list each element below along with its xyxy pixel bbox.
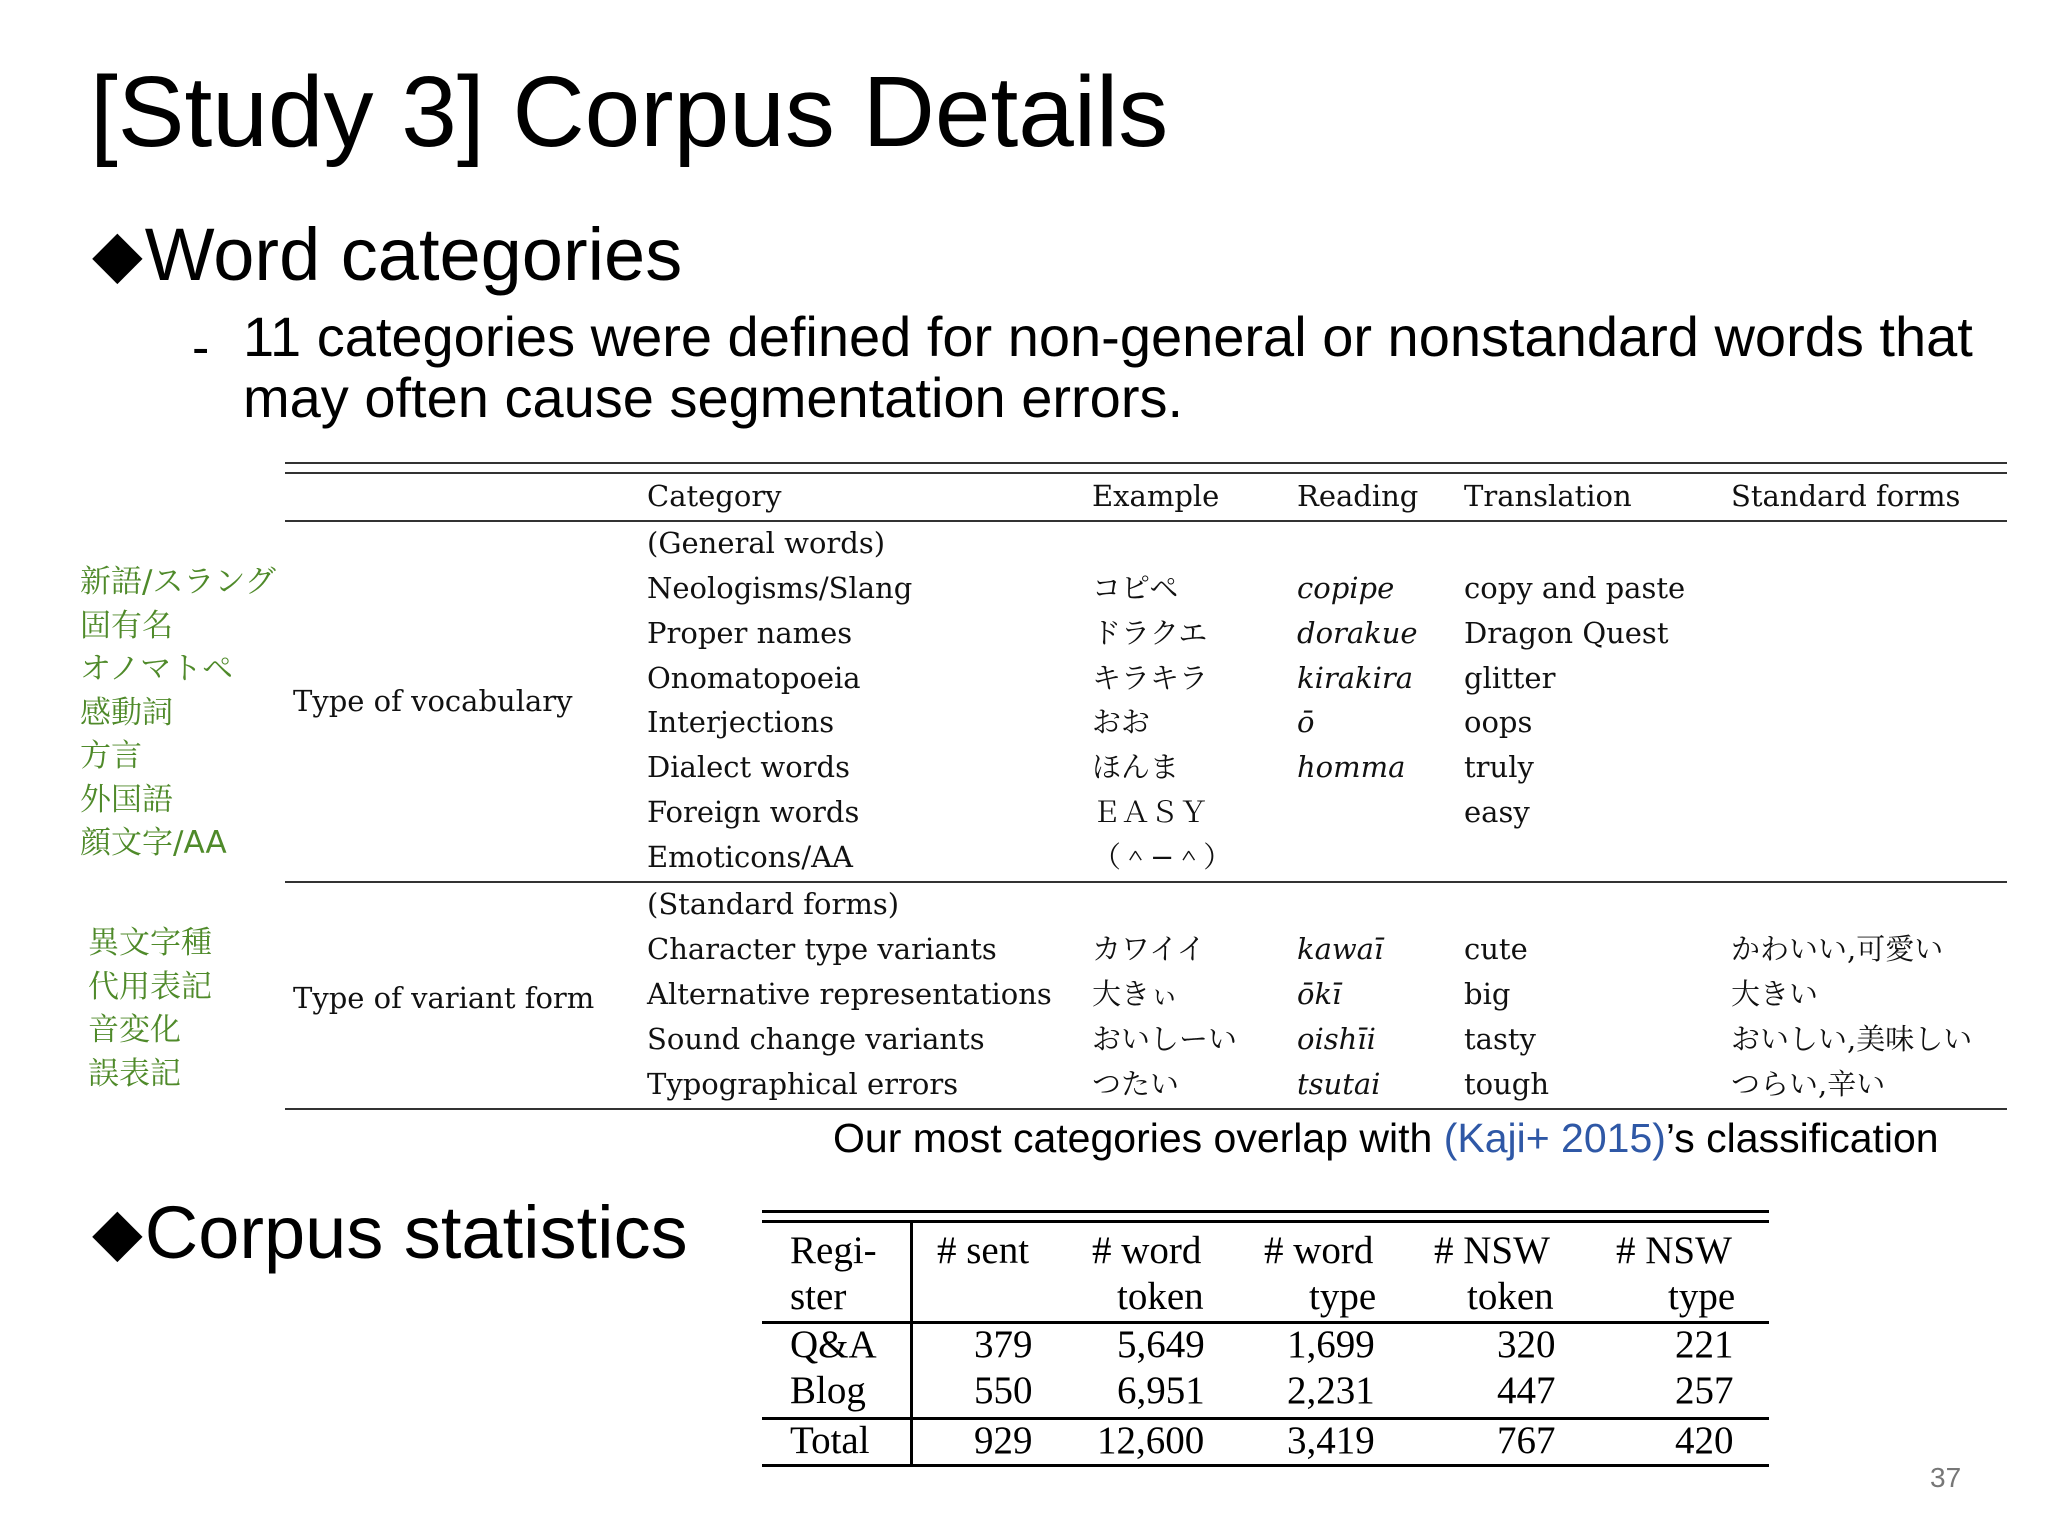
row-translation: cute bbox=[1464, 932, 1528, 966]
bullet-text: 11 categories were defined for non-general or nonstandard words that may often cause segmentation errors. bbox=[243, 305, 1973, 429]
row-register: Blog bbox=[790, 1369, 866, 1412]
header-translation: Translation bbox=[1464, 479, 1632, 513]
japanese-labels-variant bbox=[88, 922, 212, 1096]
header-word-type: # word bbox=[1264, 1229, 1374, 1272]
jp-label: 代用表記 bbox=[88, 968, 212, 1005]
header-word-token: # word bbox=[1092, 1229, 1202, 1272]
jp-label: 異文字種 bbox=[88, 925, 212, 961]
row-category: Character type variants bbox=[647, 932, 997, 966]
row-translation: Dragon Quest bbox=[1464, 616, 1669, 650]
table-top-rule bbox=[285, 462, 2007, 464]
jp-label: 誤表記 bbox=[88, 1055, 181, 1092]
header-rule bbox=[285, 520, 2007, 522]
row-category: Alternative representations bbox=[647, 977, 1052, 1011]
header-example: Example bbox=[1092, 479, 1220, 513]
header-reading: Reading bbox=[1297, 479, 1419, 513]
table-bottom-rule bbox=[285, 1108, 2007, 1110]
jp-label: 顔文字/AA bbox=[80, 825, 227, 861]
japanese-labels-vocabulary bbox=[80, 561, 276, 866]
row-category: Sound change variants bbox=[647, 1022, 985, 1056]
row-word-type: 2,231 bbox=[1287, 1369, 1375, 1412]
header-word-type-2: type bbox=[1309, 1275, 1377, 1318]
section-heading: Word categories bbox=[144, 213, 683, 296]
header-register: Regi- bbox=[790, 1229, 877, 1272]
row-category: Dialect words bbox=[647, 750, 850, 784]
header-nsw-token: # NSW bbox=[1434, 1229, 1550, 1272]
row-translation: copy and paste bbox=[1464, 571, 1686, 605]
citation-link: (Kaji+ 2015) bbox=[1443, 1115, 1666, 1161]
row-reading: tsutai bbox=[1297, 1067, 1381, 1101]
row-reading: oishīi bbox=[1297, 1022, 1376, 1056]
header-sent: # sent bbox=[937, 1229, 1030, 1272]
overlap-note bbox=[833, 1113, 1939, 1163]
row-word-type: 1,699 bbox=[1287, 1323, 1375, 1366]
header-nsw-token-2: token bbox=[1467, 1275, 1554, 1318]
row-category: Onomatopoeia bbox=[647, 661, 861, 695]
total-word-type: 3,419 bbox=[1287, 1419, 1375, 1462]
section-heading: Corpus statistics bbox=[144, 1191, 688, 1274]
page-number: 37 bbox=[1930, 1462, 1962, 1493]
header-nsw-type: # NSW bbox=[1616, 1229, 1732, 1272]
group-label-vocabulary: Type of vocabulary bbox=[293, 684, 573, 718]
row-register: Q&A bbox=[790, 1323, 877, 1366]
row-nsw-token: 320 bbox=[1497, 1323, 1556, 1366]
row-example: つたい bbox=[1092, 1067, 1180, 1101]
row-reading: copipe bbox=[1297, 571, 1395, 605]
total-register: Total bbox=[790, 1419, 870, 1462]
section-word-categories bbox=[92, 208, 682, 300]
row-standard: 大きい bbox=[1731, 977, 1819, 1011]
table-top-rule-2 bbox=[285, 472, 2007, 474]
total-nsw-type: 420 bbox=[1675, 1419, 1734, 1462]
row-sent: 550 bbox=[974, 1369, 1033, 1412]
jp-label: 固有名 bbox=[80, 607, 173, 644]
row-word-token: 6,951 bbox=[1117, 1369, 1205, 1412]
row-example: 大きぃ bbox=[1092, 977, 1180, 1011]
row-category: Emoticons/AA bbox=[647, 840, 853, 874]
row-standard: つらい,辛い bbox=[1731, 1067, 1886, 1101]
header-register-2: ster bbox=[790, 1275, 847, 1318]
jp-label: 外国語 bbox=[80, 781, 173, 818]
stats-total-rule bbox=[762, 1417, 1769, 1420]
row-example: ほんま bbox=[1092, 750, 1180, 784]
diamond-bullet-icon: ◆ bbox=[92, 1194, 143, 1268]
row-example: おお bbox=[1092, 705, 1151, 739]
row-translation: truly bbox=[1464, 750, 1534, 784]
row-translation: glitter bbox=[1464, 661, 1556, 695]
group-divider-rule bbox=[285, 881, 2007, 883]
stats-table bbox=[762, 1210, 1769, 1470]
row-example: （＾−＾） bbox=[1092, 840, 1233, 874]
stats-bottom-rule bbox=[762, 1464, 1769, 1467]
row-nsw-token: 447 bbox=[1497, 1369, 1556, 1412]
row-translation: oops bbox=[1464, 705, 1533, 739]
row-nsw-type: 221 bbox=[1675, 1323, 1734, 1366]
row-reading: dorakue bbox=[1297, 616, 1418, 650]
categories-table bbox=[285, 462, 2007, 1110]
row-standard: おいしい,美味しい bbox=[1731, 1022, 1973, 1056]
diamond-bullet-icon: ◆ bbox=[92, 216, 143, 290]
header-nsw-type-2: type bbox=[1668, 1275, 1736, 1318]
subheader-general-words: (General words) bbox=[647, 526, 886, 560]
row-translation: easy bbox=[1464, 795, 1530, 829]
row-nsw-type: 257 bbox=[1675, 1369, 1734, 1412]
row-category: Proper names bbox=[647, 616, 853, 650]
note-text: Our most categories overlap with bbox=[833, 1115, 1444, 1161]
row-word-token: 5,649 bbox=[1117, 1323, 1205, 1366]
jp-label: オノマトペ bbox=[80, 651, 234, 687]
total-sent: 929 bbox=[974, 1419, 1033, 1462]
row-category: Interjections bbox=[647, 705, 835, 739]
row-category: Foreign words bbox=[647, 795, 860, 829]
row-category: Neologisms/Slang bbox=[647, 571, 913, 605]
header-word-token-2: token bbox=[1117, 1275, 1204, 1318]
total-nsw-token: 767 bbox=[1497, 1419, 1556, 1462]
header-standard-forms: Standard forms bbox=[1731, 479, 1961, 513]
row-translation: tough bbox=[1464, 1067, 1550, 1101]
stats-top-rule-2 bbox=[762, 1220, 1769, 1223]
slide-title: [Study 3] Corpus Details bbox=[90, 56, 1169, 168]
row-sent: 379 bbox=[974, 1323, 1033, 1366]
row-category: Typographical errors bbox=[647, 1067, 959, 1101]
row-reading: ō bbox=[1297, 705, 1315, 739]
note-text-end: ’s classification bbox=[1665, 1115, 1939, 1161]
jp-label: 方言 bbox=[80, 738, 142, 774]
section-corpus-statistics bbox=[92, 1186, 688, 1278]
row-example: カワイイ bbox=[1092, 932, 1206, 966]
jp-label: 感動詞 bbox=[80, 694, 173, 731]
row-reading: kirakira bbox=[1297, 661, 1413, 695]
row-translation: tasty bbox=[1464, 1022, 1536, 1056]
stats-top-rule bbox=[762, 1210, 1769, 1213]
row-reading: kawaī bbox=[1297, 932, 1384, 966]
group-label-variant: Type of variant form bbox=[293, 981, 595, 1015]
stats-header-rule bbox=[762, 1321, 1769, 1324]
total-word-token: 12,600 bbox=[1097, 1419, 1205, 1462]
row-reading: homma bbox=[1297, 750, 1406, 784]
row-example: ＥＡＳＹ bbox=[1092, 795, 1209, 829]
subheader-standard-forms: (Standard forms) bbox=[647, 887, 900, 921]
row-example: おいしーい bbox=[1092, 1022, 1238, 1056]
header-category: Category bbox=[647, 479, 782, 513]
row-example: ドラクエ bbox=[1092, 616, 1208, 650]
row-example: キラキラ bbox=[1092, 661, 1209, 695]
row-standard: かわいい,可愛い bbox=[1731, 932, 1944, 966]
jp-label: 新語/スラング bbox=[80, 564, 276, 600]
row-example: コピペ bbox=[1092, 571, 1179, 605]
row-translation: big bbox=[1464, 977, 1511, 1011]
bullet-dash: - bbox=[192, 319, 210, 377]
row-reading: ōkī bbox=[1297, 977, 1342, 1011]
jp-label: 音変化 bbox=[88, 1012, 181, 1048]
stats-vertical-rule bbox=[910, 1220, 913, 1466]
